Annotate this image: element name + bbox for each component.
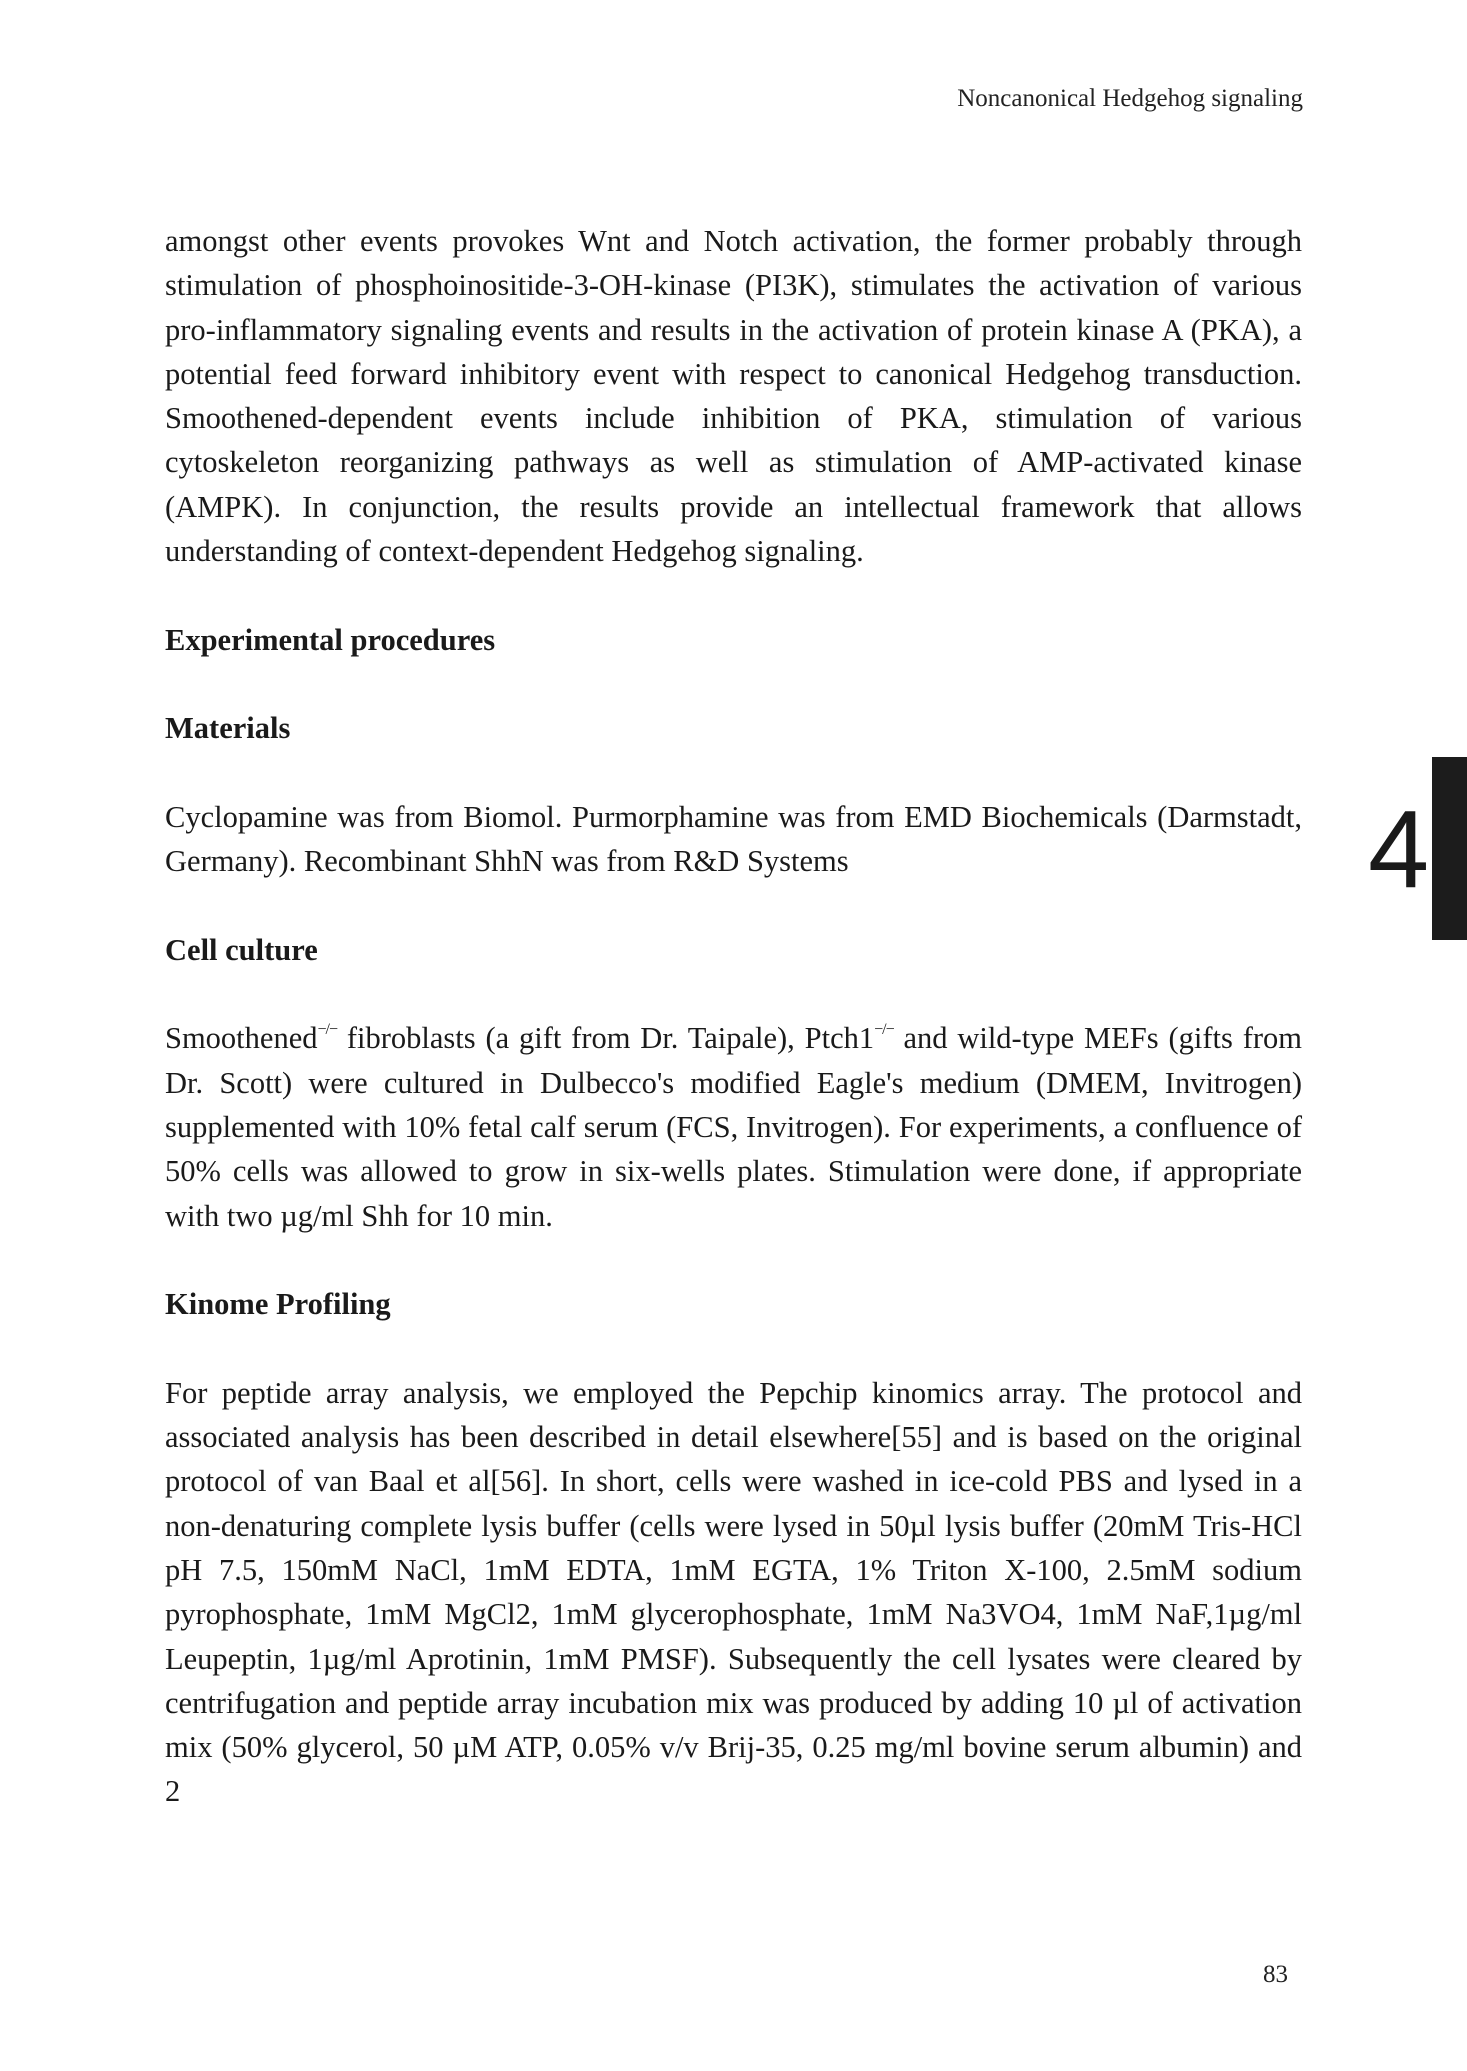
running-header: Noncanonical Hedgehog signaling <box>957 85 1303 112</box>
kinome-paragraph: For peptide array analysis, we employed the Pepchip kinomics array. The protocol and associated analysis has been described in detail elsewhere[55] and is based on the original protocol of van Baal et al[56]. In short, cells were washed in ice-cold PBS and lysed in a non-denaturing complete lysis buffer (cells were lysed in 50µl lysis buffer (20mM Tris-HCl pH 7.5, 150mM NaCl, 1mM EDTA, 1mM EGTA, 1% Triton X-100, 2.5mM sodium pyrophosphate, 1mM MgCl2, 1mM glycerophosphate, 1mM Na3VO4, 1mM NaF,1µg/ml Leupeptin, 1µg/ml Aprotinin, 1mM PMSF). Subsequently the cell lysates were cleared by centrifugation and peptide array incubation mix was produced by adding 10 µl of activation mix (50% glycerol, 50 µM ATP, 0.05% v/v Brij-35, 0.25 mg/ml bovine serum albumin) and 2 <box>165 1375 1302 1809</box>
cell-culture-paragraph <box>165 1016 1302 1237</box>
cell-culture-text-1: Smoothened <box>165 1021 318 1056</box>
cell-culture-text-2: fibroblasts (a gift from Dr. Taipale), Ptch1 <box>337 1021 875 1056</box>
page-number: 83 <box>1263 1961 1288 1988</box>
section-heading-cell-culture: Cell culture <box>165 932 318 967</box>
section-heading-materials: Materials <box>165 711 291 746</box>
chapter-number: 4 <box>1368 788 1430 911</box>
chapter-thumb-tab <box>1432 757 1467 940</box>
section-heading-experimental: Experimental procedures <box>165 622 496 657</box>
intro-paragraph: amongst other events provokes Wnt and Notch activation, the former probably through stimulation of phosphoinositide-3-OH-kinase (PI3K), stimulates the activation of various pro-inflammatory signaling events and results in the activation of protein kinase A (PKA), a potential feed forward inhibitory event with respect to canonical Hedgehog transduction. Smoothened-dependent events include inhibition of PKA, stimulation of various cytoskeleton reorganizing pathways as well as stimulation of AMP-activated kinase (AMPK). In conjunction, the results provide an intellectual framework that allows understanding of context-dependent Hedgehog signaling. <box>165 224 1302 569</box>
genotype-superscript: −/− <box>874 1021 894 1039</box>
cell-culture-text-3: and wild-type MEFs (gifts from Dr. Scott) were cultured in Dulbecco's modified Eagle's medium (DMEM, Invitrogen) supplemented with 10% fetal calf serum (FCS, Invitrogen). For experiments, a confluence of 50% cells was allowed to grow in six-wells plates. Stimulation were done, if appropriate with two µg/ml Shh for 10 min. <box>165 1021 1302 1233</box>
section-heading-kinome: Kinome Profiling <box>165 1287 391 1322</box>
page-body <box>165 219 1302 1814</box>
materials-paragraph: Cyclopamine was from Biomol. Purmorphamine was from EMD Biochemicals (Darmstadt, Germany). Recombinant ShhN was from R&D Systems <box>165 799 1302 879</box>
genotype-superscript: −/− <box>317 1021 337 1039</box>
